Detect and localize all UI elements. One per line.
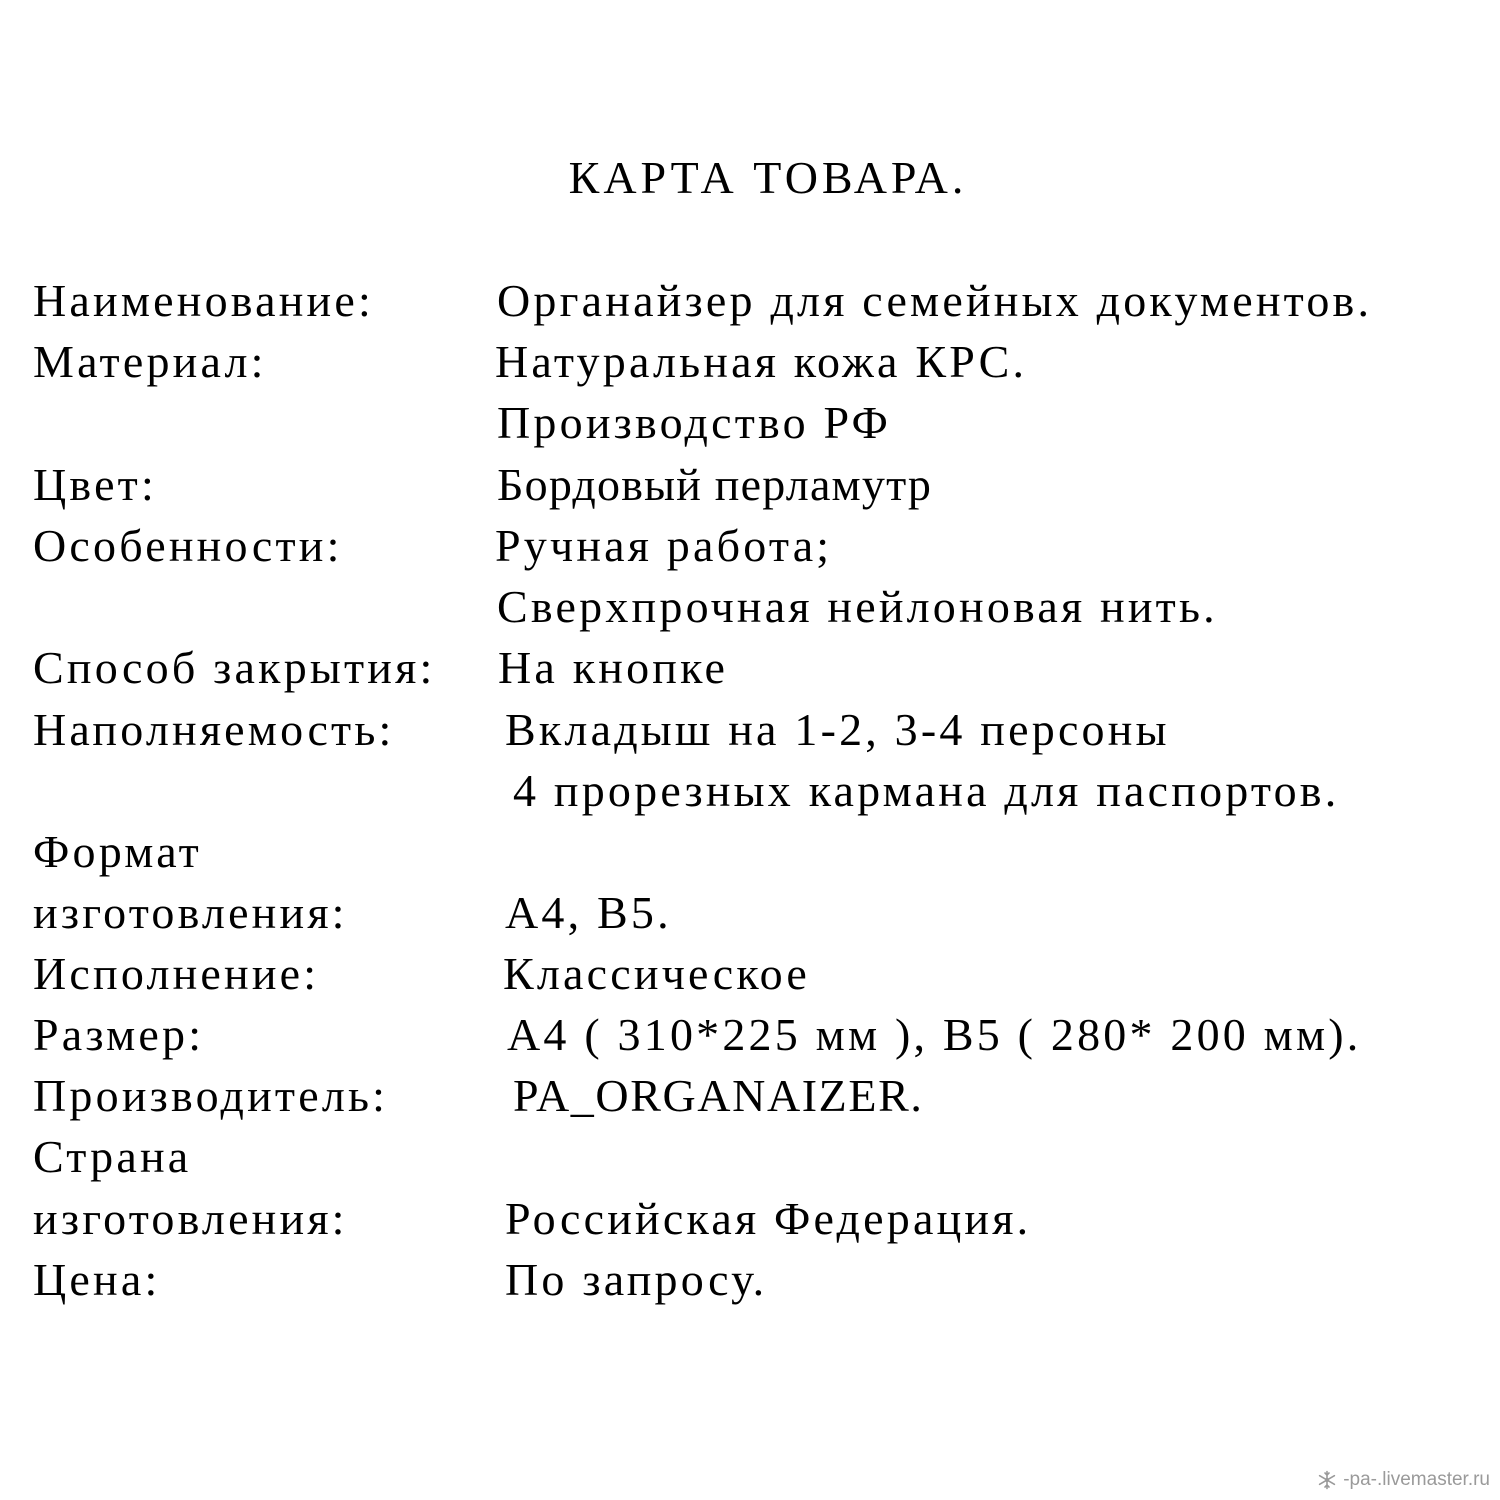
label-manufacturer: Производитель: (33, 1070, 389, 1121)
value-color: Бордовый перламутр (497, 459, 933, 510)
value-features-1: Ручная работа; (495, 520, 833, 571)
page-title: КАРТА ТОВАРА. (568, 152, 968, 203)
value-filling-2: 4 прорезных кармана для паспортов. (513, 765, 1340, 816)
watermark-text: -pa-.livemaster.ru (1343, 1469, 1490, 1490)
label-features: Особенности: (33, 520, 343, 571)
value-filling-1: Вкладыш на 1-2, 3-4 персоны (505, 704, 1170, 755)
label-name: Наименование: (33, 275, 374, 326)
value-country: Российская Федерация. (505, 1193, 1032, 1244)
value-size: A4 ( 310*225 мм ), B5 ( 280* 200 мм). (507, 1009, 1362, 1060)
watermark (1317, 1466, 1490, 1494)
label-execution: Исполнение: (33, 948, 320, 999)
value-closure: На кнопке (498, 642, 729, 693)
value-features-2: Сверхпрочная нейлоновая нить. (497, 581, 1218, 632)
value-material-origin: Производство РФ (497, 397, 892, 448)
label-color: Цвет: (33, 459, 157, 510)
label-price: Цена: (33, 1254, 161, 1305)
label-format-1: Формат (33, 826, 202, 877)
label-material: Материал: (33, 336, 267, 387)
value-material: Натуральная кожа КРС. (495, 336, 1028, 387)
value-manufacturer: PA_ORGANAIZER. (513, 1070, 924, 1121)
value-execution: Классическое (503, 948, 811, 999)
snowflake-icon (1317, 1470, 1337, 1490)
label-closure: Способ закрытия: (33, 642, 436, 693)
label-country-2: изготовления: (33, 1193, 348, 1244)
label-size: Размер: (33, 1009, 205, 1060)
label-country-1: Страна (33, 1131, 192, 1182)
value-price: По запросу. (505, 1254, 768, 1305)
value-name: Органайзер для семейных документов. (497, 275, 1373, 326)
label-filling: Наполняемость: (33, 704, 395, 755)
label-format-2: изготовления: (33, 887, 348, 938)
value-format: A4, B5. (505, 887, 672, 938)
